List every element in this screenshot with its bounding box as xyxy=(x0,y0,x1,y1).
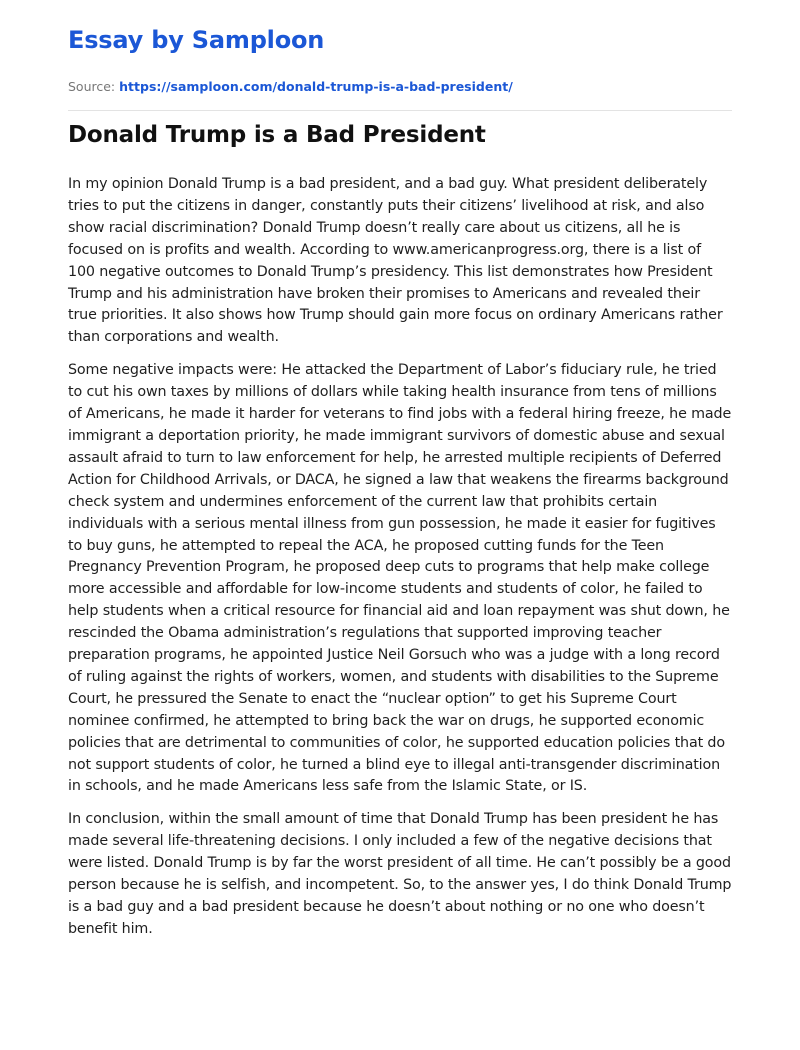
source-label: Source: xyxy=(68,79,116,94)
essay-paragraph: Some negative impacts were: He attacked the Department of Labor’s fiduciary rule, he tried to cut his own taxes by millions of dollars while taking health insurance from tens of millions of Americans, he made it harder for veterans to find jobs with a federal hiring freeze, he made immigrant a deportation priority, he made immigrant survivors of domestic abuse and sexual assault afraid to turn to law enforcement for help, he arrested multiple recipients of Deferred Action for Childhood Arrivals, or DACA, he signed a law that weakens the firearms background check system and undermines enforcement of the current law that prohibits certain individuals with a serious mental illness from gun possession, he made it easier for fugitives to buy guns, he attempted to repeal the ACA, he proposed cutting funds for the Teen Pregnancy Prevention Program, he proposed deep cuts to programs that help make college more accessible and affordable for low-income students and students of color, he failed to help students when a critical resource for financial aid and loan repayment was shut down, he rescinded the Obama administration’s regulations that supported improving teacher preparation programs, he appointed Justice Neil Gorsuch who was a judge with a long record of ruling against the rights of workers, women, and students with disabilities to the Supreme Court, he pressured the Senate to enact the “nuclear option” to get his Supreme Court nominee confirmed, he attempted to bring back the war on drugs, he supported economic policies that are detrimental to communities of color, he supported education policies that do not support students of color, he turned a blind eye to illegal anti-transgender discrimination in schools, and he made Americans less safe from the Islamic State, or IS. xyxy=(68,362,732,795)
essay-paragraph: In conclusion, within the small amount of time that Donald Trump has been president he has made several life-threatening decisions. I only included a few of the negative decisions that were listed. Donald Trump is by far the worst president of all time. He can’t possibly be a good person because he is selfish, and incompetent. So, to the answer yes, I do think Donald Trump is a bad guy and a bad president because he doesn’t about nothing or no one who doesn’t benefit him. xyxy=(68,811,732,937)
source-link[interactable]: https://samploon.com/donald-trump-is-a-bad-president/ xyxy=(119,79,513,94)
source-line xyxy=(68,79,513,94)
essay-title: Donald Trump is a Bad President xyxy=(68,122,486,148)
site-brand-title[interactable]: Essay by Samploon xyxy=(68,26,325,54)
header-divider xyxy=(68,110,732,111)
essay-paragraph: In my opinion Donald Trump is a bad president, and a bad guy. What president deliberately tries to put the citizens in danger, constantly puts their citizens’ livelihood at risk, and also show racial discrimination? Donald Trump doesn’t really care about us citizens, all he is focused on is profits and wealth. According to www.americanprogress.org, there is a list of 100 negative outcomes to Donald Trump’s presidency. This list demonstrates how President Trump and his administration have broken their promises to Americans and revealed their true priorities. It also shows how Trump should gain more focus on ordinary Americans rather than corporations and wealth. xyxy=(68,176,723,346)
essay-body xyxy=(68,174,732,952)
